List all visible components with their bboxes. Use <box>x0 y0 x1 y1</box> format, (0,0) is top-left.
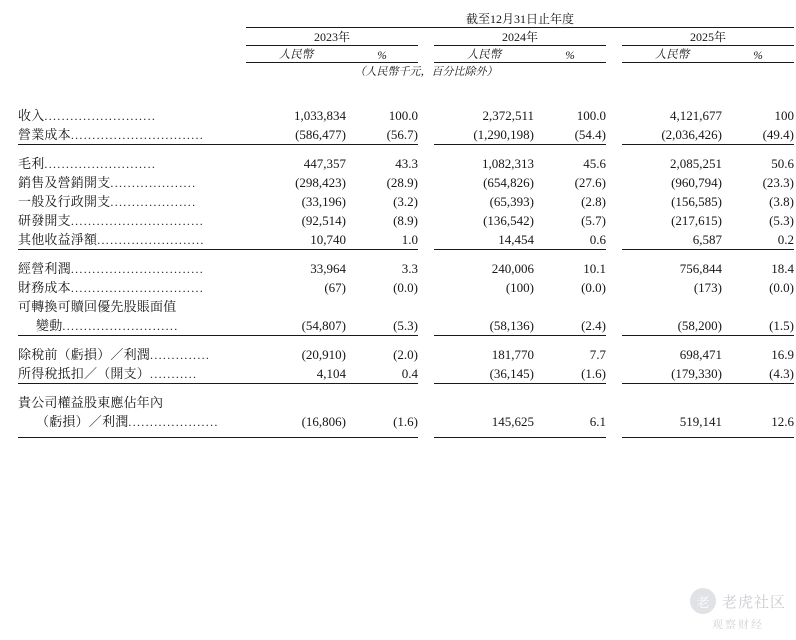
row-value <box>622 384 722 412</box>
leader-dots: ......................... <box>97 233 205 247</box>
row-value: (156,585) <box>671 194 722 209</box>
row-value <box>722 384 794 412</box>
year-2023: 2023年 <box>246 28 418 46</box>
row-value: (5.3) <box>769 213 795 228</box>
row-label: （虧損）／利潤..................... <box>36 414 219 429</box>
row-value: 698,471 <box>679 347 722 362</box>
table-row <box>18 363 794 382</box>
row-label: 貴公司權益股東應佔年內 <box>18 395 164 410</box>
row-value: 6,587 <box>692 232 722 247</box>
year-2024: 2024年 <box>434 28 606 46</box>
row-value: 10,740 <box>310 232 346 247</box>
row-value: (56.7) <box>386 127 418 142</box>
row-value: (28.9) <box>386 175 418 190</box>
row-value: 2,085,251 <box>670 156 722 171</box>
row-value: 1,033,834 <box>294 108 346 123</box>
row-value <box>434 296 534 315</box>
row-value: (173) <box>693 280 722 295</box>
row-value: 12.6 <box>771 414 795 429</box>
row-value: 0.2 <box>777 232 795 247</box>
row-value: (3.8) <box>769 194 795 209</box>
header-empty-cell <box>18 10 246 28</box>
row-value: (179,330) <box>671 366 722 381</box>
row-value: (33,196) <box>301 194 346 209</box>
row-value: (67) <box>324 280 346 295</box>
leader-dots: .............. <box>150 348 211 362</box>
row-value: (3.2) <box>393 194 418 209</box>
row-label: 除稅前（虧損）／利潤.............. <box>18 347 211 362</box>
row-label: 毛利.......................... <box>18 156 157 171</box>
table-row <box>18 124 794 143</box>
table-row <box>18 336 794 364</box>
row-value: (0.0) <box>393 280 418 295</box>
row-value: (1.6) <box>581 366 606 381</box>
row-value: (1.5) <box>769 318 795 333</box>
row-value: 1,082,313 <box>482 156 534 171</box>
row-value: (54.4) <box>574 127 606 142</box>
header-spacer <box>18 79 794 105</box>
table-row <box>18 384 794 412</box>
table-row <box>18 145 794 173</box>
header-gap-5 <box>606 63 794 80</box>
row-value: 0.4 <box>401 366 418 381</box>
table-row <box>18 191 794 210</box>
row-value: (586,477) <box>295 127 346 142</box>
row-value: (100) <box>505 280 534 295</box>
row-value: 145,625 <box>491 414 534 429</box>
header-empty-cell-3 <box>18 46 246 63</box>
subheader-pct-2025: % <box>722 46 794 63</box>
row-label: 一般及行政開支.................... <box>18 194 197 209</box>
row-value <box>246 296 346 315</box>
row-value: (5.7) <box>581 213 606 228</box>
row-value: 447,357 <box>303 156 346 171</box>
row-value: 50.6 <box>771 156 795 171</box>
table-row <box>18 296 794 315</box>
table-row <box>18 105 794 124</box>
table-row <box>18 250 794 278</box>
header-empty-cell-2 <box>18 28 246 46</box>
leader-dots: .......................... <box>44 109 157 123</box>
row-value: (4.3) <box>769 366 795 381</box>
row-value: 6.1 <box>589 414 606 429</box>
row-value: (23.3) <box>762 175 795 190</box>
row-label: 研發開支............................... <box>18 213 205 228</box>
row-value <box>346 296 418 315</box>
leader-dots: ..................... <box>128 415 219 429</box>
row-value: (298,423) <box>295 175 346 190</box>
watermark-name: 老虎社区 <box>721 593 786 611</box>
header-gap-3 <box>418 46 434 63</box>
row-value: 14,454 <box>498 232 534 247</box>
row-value <box>434 384 534 412</box>
row-value: (8.9) <box>393 213 418 228</box>
row-label: 財務成本............................... <box>18 280 205 295</box>
leader-dots: .................... <box>110 195 197 209</box>
subheader-rmb-2025: 人民幣 <box>622 46 722 63</box>
row-value: 3.3 <box>401 261 418 276</box>
leader-dots: .................... <box>110 176 197 190</box>
header-unit-note-row <box>18 63 794 80</box>
row-value: (1,290,198) <box>473 127 534 142</box>
leader-dots: ........... <box>150 367 198 381</box>
table-row <box>18 229 794 248</box>
row-value <box>722 296 794 315</box>
table-row <box>18 411 794 430</box>
row-value: 33,964 <box>310 261 346 276</box>
year-2025: 2025年 <box>622 28 794 46</box>
row-value: (2.0) <box>393 347 418 362</box>
header-subcolumn-row <box>18 46 794 63</box>
row-value: 0.6 <box>589 232 606 247</box>
subheader-rmb-2024: 人民幣 <box>434 46 534 63</box>
row-value: (654,826) <box>483 175 534 190</box>
row-value: (2,036,426) <box>661 127 722 142</box>
row-value <box>246 384 346 412</box>
row-value: 1.0 <box>401 232 418 247</box>
header-gap-1 <box>418 28 434 46</box>
row-value <box>346 384 418 412</box>
row-label: 變動........................... <box>36 318 179 333</box>
row-value <box>534 384 606 412</box>
table-row <box>18 277 794 296</box>
row-value <box>534 296 606 315</box>
row-value: 7.7 <box>589 347 606 362</box>
income-statement-table <box>18 10 794 438</box>
period-title: 截至12月31日止年度 <box>246 10 794 28</box>
subheader-pct-2024: % <box>534 46 606 63</box>
row-value: (5.3) <box>393 318 418 333</box>
row-value: 10.1 <box>583 261 606 276</box>
row-value: (49.4) <box>762 127 795 142</box>
header-year-row <box>18 28 794 46</box>
row-value: 2,372,511 <box>482 108 534 123</box>
row-value: 4,121,677 <box>670 108 722 123</box>
row-label: 經營利潤............................... <box>18 261 205 276</box>
row-value: 756,844 <box>679 261 722 276</box>
row-label: 可轉換可贖回優先股賬面值 <box>18 299 177 314</box>
header-period-row <box>18 10 794 28</box>
row-value: (36,145) <box>489 366 534 381</box>
row-value: 16.9 <box>771 347 795 362</box>
subheader-pct-2023: % <box>346 46 418 63</box>
row-value: (1.6) <box>393 414 418 429</box>
row-value <box>622 296 722 315</box>
leader-dots: ............................... <box>70 214 205 228</box>
row-value: (20,910) <box>301 347 346 362</box>
row-value: (136,542) <box>483 213 534 228</box>
header-gap-2 <box>606 28 622 46</box>
row-value: 43.3 <box>395 156 418 171</box>
watermark-subtitle: 观察财经 <box>711 619 764 631</box>
row-value: 18.4 <box>771 261 795 276</box>
row-label: 營業成本............................... <box>18 127 205 142</box>
row-value: (65,393) <box>489 194 534 209</box>
row-value: (58,200) <box>677 318 722 333</box>
leader-dots: ........................... <box>62 319 179 333</box>
row-value: (58,136) <box>489 318 534 333</box>
row-value: (92,514) <box>301 213 346 228</box>
row-value: (217,615) <box>671 213 722 228</box>
table-row <box>18 172 794 191</box>
watermark <box>690 588 786 632</box>
row-value: 240,006 <box>491 261 534 276</box>
watermark-badge-icon: 老 <box>690 588 716 614</box>
row-value: (0.0) <box>769 280 795 295</box>
row-value: (54,807) <box>301 318 346 333</box>
row-value: (0.0) <box>581 280 606 295</box>
row-value: 181,770 <box>491 347 534 362</box>
row-label: 其他收益淨額......................... <box>18 232 205 247</box>
leader-dots: ............................... <box>70 128 205 142</box>
row-value: (16,806) <box>301 414 346 429</box>
watermark-row <box>690 588 786 614</box>
row-label: 銷售及營銷開支.................... <box>18 175 197 190</box>
row-value: 45.6 <box>583 156 606 171</box>
leader-dots: ............................... <box>70 262 205 276</box>
final-rule <box>18 436 794 438</box>
row-value: (2.4) <box>581 318 606 333</box>
row-value: (27.6) <box>574 175 606 190</box>
row-value: 4,104 <box>316 366 346 381</box>
row-value: 100 <box>774 108 795 123</box>
row-value: (960,794) <box>671 175 722 190</box>
leader-dots: ............................... <box>70 281 205 295</box>
row-label: 所得稅抵扣／（開支）........... <box>18 366 198 381</box>
unit-note: （人民幣千元，百分比除外） <box>354 66 498 78</box>
row-value: 100.0 <box>388 108 418 123</box>
subheader-rmb-2023: 人民幣 <box>246 46 346 63</box>
leader-dots: .......................... <box>44 157 157 171</box>
row-value: (2.8) <box>581 194 606 209</box>
header-gap-4 <box>606 46 622 63</box>
header-empty-cell-4 <box>18 63 246 80</box>
table-row <box>18 315 794 334</box>
table-row <box>18 210 794 229</box>
row-label: 收入.......................... <box>18 108 157 123</box>
row-value: 519,141 <box>679 414 722 429</box>
row-value: 100.0 <box>576 108 606 123</box>
